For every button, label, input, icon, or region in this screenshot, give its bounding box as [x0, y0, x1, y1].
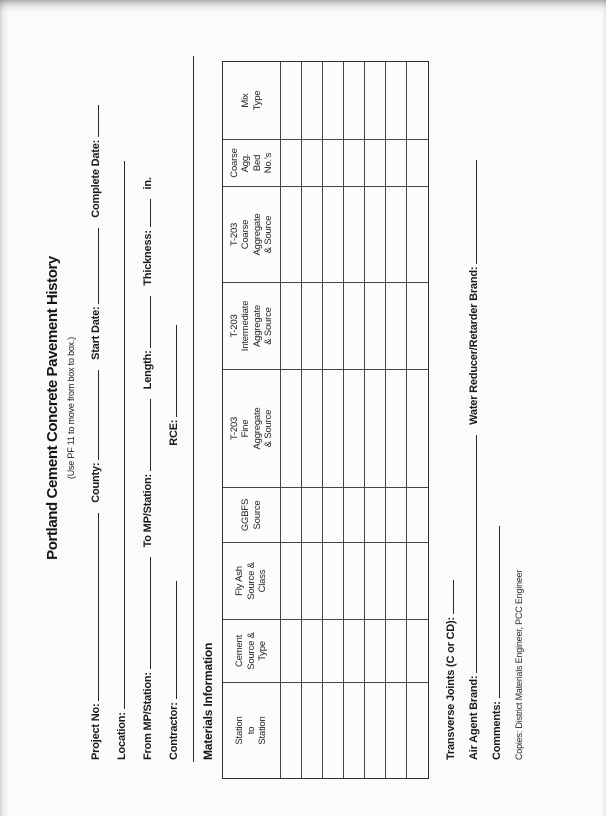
materials-blank-cell — [365, 282, 386, 369]
column-header-cement-source-type: Cement Source & Type — [223, 619, 281, 682]
materials-blank-cell — [344, 542, 365, 619]
column-header-coarse-agg-bed-nos: Coarse Agg. Bed No.'s — [223, 139, 281, 186]
materials-blank-cell — [386, 186, 407, 282]
materials-blank-cell — [302, 682, 323, 778]
materials-blank-cell — [407, 682, 428, 778]
materials-blank-cell — [365, 369, 386, 487]
materials-blank-cell — [386, 139, 407, 186]
rce-label: RCE: — [168, 419, 180, 446]
materials-blank-cell — [407, 282, 428, 369]
materials-blank-cell — [365, 542, 386, 619]
column-header-t203-intermediate-aggregate: T-203 Intermediate Aggregate & Source — [223, 282, 281, 369]
materials-blank-cell — [386, 487, 407, 542]
materials-blank-cell — [281, 62, 302, 139]
form-title: Portland Cement Concrete Pavement History — [44, 256, 61, 560]
materials-blank-cell — [386, 62, 407, 139]
materials-blank-cell — [281, 282, 302, 369]
materials-blank-cell — [323, 186, 344, 282]
row-comments — [488, 0, 503, 760]
materials-blank-cell — [302, 619, 323, 682]
thickness-unit-label: in. — [142, 177, 154, 190]
row-location — [113, 0, 128, 760]
materials-blank-cell — [386, 619, 407, 682]
to-mp-blank — [139, 399, 151, 471]
materials-blank-cell — [407, 542, 428, 619]
thickness-label: Thickness: — [142, 230, 154, 286]
length-label: Length: — [142, 350, 154, 390]
materials-blank-cell — [302, 369, 323, 487]
materials-blank-cell — [323, 139, 344, 186]
county-blank — [87, 370, 99, 460]
column-header-mix-type: Mix Type — [223, 62, 281, 139]
materials-section-title: Materials Information — [201, 642, 215, 760]
project-no-blank — [87, 513, 99, 701]
materials-blank-cell — [344, 62, 365, 139]
complete-date-blank — [87, 105, 99, 137]
materials-blank-cell — [407, 369, 428, 487]
materials-blank-cell — [281, 542, 302, 619]
materials-blank-cell — [281, 487, 302, 542]
materials-blank-cell — [281, 139, 302, 186]
materials-blank-cell — [365, 139, 386, 186]
form-subtitle: (Use PF 11 to move from box to box.) — [66, 336, 76, 480]
air-agent-blank — [465, 435, 477, 673]
column-header-fly-ash-source-class: Fly Ash Source & Class — [223, 542, 281, 619]
start-date-blank — [87, 228, 99, 304]
column-header-station-to-station: Station to Station — [223, 682, 281, 778]
materials-blank-cell — [407, 186, 428, 282]
materials-blank-cell — [365, 619, 386, 682]
project-no-label: Project No: — [90, 703, 102, 760]
materials-blank-cell — [386, 682, 407, 778]
start-date-label: Start Date: — [90, 306, 102, 360]
materials-blank-cell — [323, 282, 344, 369]
materials-blank-cell — [386, 542, 407, 619]
materials-blank-cell — [344, 186, 365, 282]
row-project-county-dates — [87, 0, 102, 760]
materials-blank-cell — [386, 369, 407, 487]
materials-blank-cell — [323, 369, 344, 487]
materials-blank-cell — [344, 682, 365, 778]
materials-blank-cell — [365, 186, 386, 282]
materials-blank-cell — [323, 62, 344, 139]
transverse-joints-blank — [442, 580, 454, 614]
section-divider — [193, 56, 194, 762]
materials-blank-cell — [281, 682, 302, 778]
materials-blank-cell — [281, 369, 302, 487]
materials-blank-cell — [323, 682, 344, 778]
complete-date-label: Complete Date: — [90, 139, 102, 218]
materials-blank-cell — [302, 186, 323, 282]
materials-blank-cell — [302, 487, 323, 542]
materials-blank-cell — [281, 186, 302, 282]
column-header-ggbfs-source: GGBFS Source — [223, 487, 281, 542]
from-mp-blank — [139, 557, 151, 669]
transverse-joints-label: Transverse Joints (C or CD): — [445, 617, 457, 760]
materials-blank-cell — [344, 369, 365, 487]
length-blank — [139, 296, 151, 348]
row-stations — [139, 0, 154, 760]
comments-blank — [488, 526, 500, 698]
materials-blank-cell — [323, 542, 344, 619]
materials-blank-cell — [302, 139, 323, 186]
materials-blank-cell — [365, 682, 386, 778]
materials-blank-cell — [407, 487, 428, 542]
contractor-label: Contractor: — [168, 702, 180, 760]
from-mp-label: From MP/Station: — [142, 672, 154, 760]
materials-table — [222, 61, 429, 779]
materials-blank-cell — [407, 62, 428, 139]
row-admixtures — [465, 0, 480, 760]
materials-blank-cell — [344, 487, 365, 542]
materials-blank-cell — [344, 282, 365, 369]
materials-blank-cell — [281, 619, 302, 682]
row-transverse-joints — [442, 0, 457, 760]
thickness-blank — [139, 199, 151, 227]
materials-blank-cell — [344, 619, 365, 682]
materials-blank-cell — [302, 542, 323, 619]
comments-label: Comments: — [491, 701, 503, 760]
materials-blank-cell — [407, 139, 428, 186]
materials-blank-cell — [386, 282, 407, 369]
location-blank — [113, 161, 125, 709]
copies-note: Copies: District Materials Engineer, PCC Engineer — [514, 569, 524, 760]
materials-blank-cell — [302, 62, 323, 139]
materials-blank-cell — [365, 487, 386, 542]
materials-blank-cell — [407, 619, 428, 682]
location-label: Location: — [116, 712, 128, 760]
column-header-t203-fine-aggregate: T-203 Fine Aggregate & Source — [223, 369, 281, 487]
materials-blank-cell — [323, 619, 344, 682]
air-agent-label: Air Agent Brand: — [468, 675, 480, 760]
contractor-blank — [165, 581, 177, 699]
rce-blank — [165, 325, 177, 417]
materials-blank-cell — [302, 282, 323, 369]
column-header-t203-coarse-aggregate: T-203 Coarse Aggregate & Source — [223, 186, 281, 282]
county-label: County: — [90, 462, 102, 503]
row-contractor-rce — [165, 0, 180, 760]
materials-blank-cell — [365, 62, 386, 139]
to-mp-label: To MP/Station: — [142, 474, 154, 548]
materials-blank-cell — [344, 139, 365, 186]
materials-blank-cell — [323, 487, 344, 542]
water-reducer-blank — [465, 160, 477, 264]
water-reducer-label: Water Reducer/Retarder Brand: — [468, 266, 480, 425]
